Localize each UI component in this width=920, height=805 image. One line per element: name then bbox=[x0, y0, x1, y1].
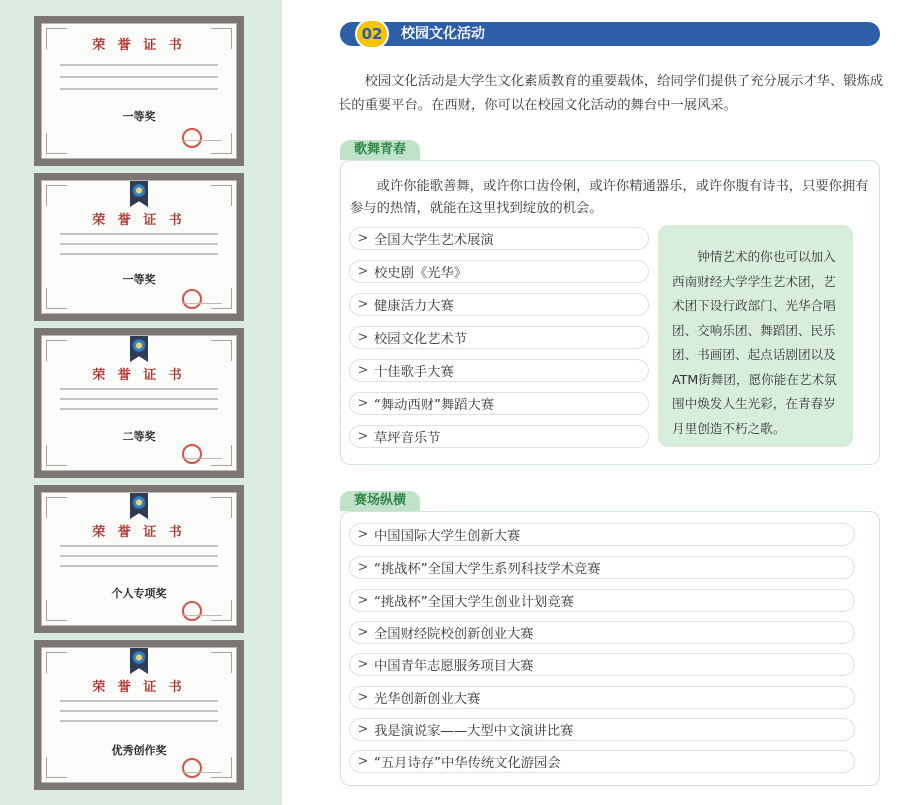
list-item[interactable]: > “舞动西财”舞蹈大赛 bbox=[349, 392, 649, 415]
chevron-right-icon: > bbox=[357, 722, 369, 737]
list-item[interactable]: > 中国国际大学生创新大赛 bbox=[349, 523, 855, 546]
chevron-right-icon: > bbox=[357, 429, 369, 444]
list-item[interactable]: > 草坪音乐节 bbox=[349, 425, 649, 448]
section-title: 校园文化活动 bbox=[401, 26, 485, 42]
certificate-1 bbox=[34, 16, 244, 166]
certificate-award: 优秀创作奖 bbox=[111, 744, 167, 757]
chevron-right-icon: > bbox=[357, 690, 369, 705]
chevron-right-icon: > bbox=[357, 330, 369, 345]
seal-icon bbox=[182, 758, 202, 778]
certificate-title: 荣 誉 证 书 bbox=[92, 680, 186, 695]
art-troupe-info: 钟情艺术的你也可以加入西南财经大学学生艺术团，艺术团下设行政部门、光华合唱团、交响乐团、舞蹈团、民乐团、书画团、起点话剧团以及ATM街舞团，愿你能在艺术氛围中焕发人生光彩，在青春岁月里创造不朽之歌。 bbox=[658, 225, 853, 447]
chevron-right-icon: > bbox=[357, 363, 369, 378]
medal-icon bbox=[133, 651, 146, 664]
song-dance-description: 或许你能歌善舞，或许你口齿伶俐，或许你精通器乐，或许你腹有诗书，只要你拥有参与的热情，就能在这里找到绽放的机会。 bbox=[350, 179, 869, 216]
chevron-right-icon: > bbox=[357, 297, 369, 312]
section-intro: 校园文化活动是大学生文化素质教育的重要载体，给同学们提供了充分展示才华、锻炼成长的重要平台。在西财，你可以在校园文化活动的舞台中一展风采。 bbox=[338, 74, 884, 113]
certificate-4 bbox=[34, 485, 244, 633]
certificate-2 bbox=[34, 173, 244, 321]
medal-icon bbox=[133, 496, 146, 509]
list-item[interactable]: > 我是演说家——大型中文演讲比赛 bbox=[349, 718, 855, 741]
certificate-award: 一等奖 bbox=[122, 273, 156, 286]
chevron-right-icon: > bbox=[357, 625, 369, 640]
section-number: 02 bbox=[355, 19, 389, 49]
chevron-right-icon: > bbox=[357, 264, 369, 279]
certificate-award: 一等奖 bbox=[122, 110, 156, 123]
list-item[interactable]: > “挑战杯”全国大学生系列科技学术竞赛 bbox=[349, 556, 855, 579]
chevron-right-icon: > bbox=[357, 396, 369, 411]
list-item[interactable]: > 全国大学生艺术展演 bbox=[349, 227, 649, 250]
seal-icon bbox=[182, 601, 202, 621]
list-item[interactable]: > “挑战杯”全国大学生创业计划竞赛 bbox=[349, 589, 855, 612]
list-item[interactable]: > 十佳歌手大赛 bbox=[349, 359, 649, 382]
list-item[interactable]: > 光华创新创业大赛 bbox=[349, 686, 855, 709]
chevron-right-icon: > bbox=[357, 754, 369, 769]
list-item[interactable]: > 校园文化艺术节 bbox=[349, 326, 649, 349]
seal-icon bbox=[182, 289, 202, 309]
chevron-right-icon: > bbox=[357, 560, 369, 575]
certificate-award: 个人专项奖 bbox=[111, 587, 167, 600]
certificate-strip bbox=[0, 0, 282, 805]
certificate-title: 荣 誉 证 书 bbox=[92, 368, 186, 383]
competition-panel bbox=[340, 511, 880, 786]
medal-icon bbox=[133, 184, 146, 197]
list-item[interactable]: > 校史剧《光华》 bbox=[349, 260, 649, 283]
certificate-3 bbox=[34, 328, 244, 478]
list-item[interactable]: > 健康活力大赛 bbox=[349, 293, 649, 316]
competition-tag: 赛场纵横 bbox=[340, 491, 420, 511]
certificate-5 bbox=[34, 640, 244, 790]
chevron-right-icon: > bbox=[357, 231, 369, 246]
list-item[interactable]: > 中国青年志愿服务项目大赛 bbox=[349, 653, 855, 676]
list-item[interactable]: > 全国财经院校创新创业大赛 bbox=[349, 621, 855, 644]
chevron-right-icon: > bbox=[357, 527, 369, 542]
seal-icon bbox=[182, 444, 202, 464]
seal-icon bbox=[182, 128, 202, 148]
certificate-award: 二等奖 bbox=[122, 430, 156, 443]
list-item[interactable]: > “五月诗存”中华传统文化游园会 bbox=[349, 750, 855, 773]
certificate-title: 荣 誉 证 书 bbox=[92, 525, 186, 540]
certificate-title: 荣 誉 证 书 bbox=[92, 213, 186, 228]
certificate-title: 荣 誉 证 书 bbox=[92, 38, 186, 53]
song-dance-tag: 歌舞青春 bbox=[340, 140, 420, 160]
medal-icon bbox=[133, 339, 146, 352]
chevron-right-icon: > bbox=[357, 593, 369, 608]
chevron-right-icon: > bbox=[357, 657, 369, 672]
